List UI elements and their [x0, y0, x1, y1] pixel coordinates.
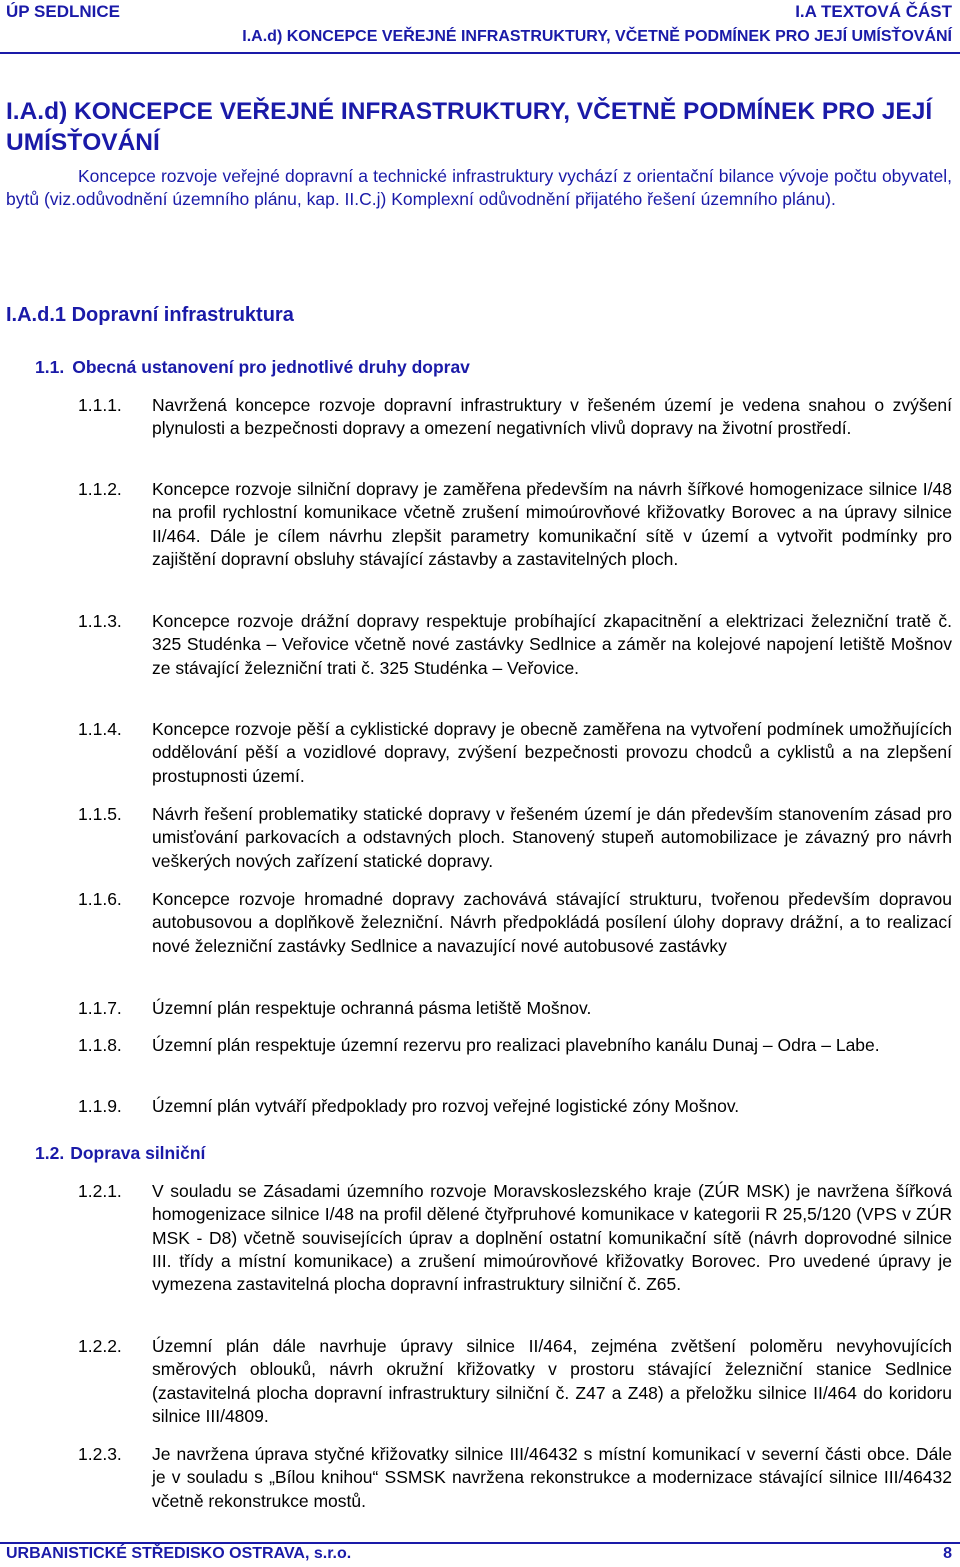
item-text: Návrh řešení problematiky statické dopravy v řešeném území je dán především stanovením zásad pro umisťování parkovacích a odstavných ploch. Stanovený stupeň automobilizace je závazný pro návrh veškerých nových zařízení statické dopravy.: [152, 804, 952, 871]
header-part: I.A TEXTOVÁ ČÁST: [795, 2, 952, 21]
item-text: Územní plán respektuje ochranná pásma letiště Mošnov.: [152, 998, 592, 1018]
section-heading: I.A.d.1 Dopravní infrastruktura: [6, 304, 294, 326]
footer-company: URBANISTICKÉ STŘEDISKO OSTRAVA, s.r.o.: [6, 1545, 352, 1562]
item-number: 1.1.5.: [78, 804, 122, 824]
item-number: 1.1.8.: [78, 1035, 122, 1055]
footer-divider: [0, 1542, 960, 1544]
item-text: Koncepce rozvoje hromadné dopravy zachovává stávající strukturu, tvořenou především dopravou autobusovou a doplňkově železniční. Návrh předpokládá posílení úlohy dopravy drážní, a to realizací nové železniční zastávky Sedlnice a navazující nové autobusové zastávky: [152, 889, 952, 956]
item-number: 1.1.2.: [78, 479, 122, 499]
chapter-title: I.A.d) KONCEPCE VEŘEJNÉ INFRASTRUKTURY, VČETNĚ PODMÍNEK PRO JEJÍ UMÍSŤOVÁNÍ: [6, 98, 933, 156]
item-text: V souladu se Zásadami územního rozvoje Moravskoslezského kraje (ZÚR MSK) je navržena šířková homogenizace silnice I/48 na profil dělené čtyřpruhové komunikace v kategorii R 25,5/120 (VPS v ZÚR MSK - D8) včetně souvisejících úprav a doplnění ostatní komunikační sítě (návrh doprovodné silnice III. třídy a místní komunikace) a zrušení mimoúrovňové křižovatky Borovec. Pro uvedené úpravy je vymezena zastavitelná plocha dopravní infrastruktury silniční č. Z65.: [152, 1181, 952, 1295]
item-text: Územní plán respektuje územní rezervu pro realizaci plavebního kanálu Dunaj – Odra – Labe.: [152, 1035, 880, 1055]
intro-paragraph: Koncepce rozvoje veřejné dopravní a technické infrastruktury vychází z orientační bilance vývoje počtu obyvatel, bytů (viz.odůvodnění územního plánu, kap. II.C.j) Komplexní odůvodnění přijatého řešení územního plánu).: [6, 166, 952, 210]
header-project: ÚP SEDLNICE: [6, 2, 120, 21]
item-number: 1.1.4.: [78, 719, 122, 739]
item-text: Je navržena úprava styčné křižovatky silnice III/46432 s místní komunikací v severní části obce. Dále je v souladu s „Bílou knihou“ SSMSK navržena rekonstrukce a modernizace stávající silnice III/46432 včetně rekonstrukce mostů.: [152, 1444, 952, 1511]
item-number: 1.1.9.: [78, 1096, 122, 1116]
item-number: 1.1.7.: [78, 998, 122, 1018]
header-chapter: I.A.d) KONCEPCE VEŘEJNÉ INFRASTRUKTURY, VČETNĚ PODMÍNEK PRO JEJÍ UMÍSŤOVÁNÍ: [242, 28, 952, 45]
item-text: Koncepce rozvoje pěší a cyklistické dopravy je obecně zaměřena na vytvoření podmínek umožňujících oddělování pěší a vozidlové dopravy, zvýšení bezpečnosti provozu chodců a cyklistů a na zlepšení prostupnosti území.: [152, 719, 952, 786]
item-text: Územní plán dále navrhuje úpravy silnice II/464, zejména zvětšení poloměru nevyhovujících směrových oblouků, návrh okružní křižovatky v prostoru stávající železniční stanice Sedlnice (zastavitelná plocha dopravní infrastruktury silniční č. Z47 a Z48) a přeložku silnice II/464 do koridoru silnice III/4809.: [152, 1336, 952, 1426]
item-number: 1.1.1.: [78, 395, 122, 415]
item-number: 1.1.3.: [78, 611, 122, 631]
subsection-title: Obecná ustanovení pro jednotlivé druhy doprav: [72, 357, 470, 377]
item-number: 1.2.2.: [78, 1336, 122, 1356]
subsection-number: 1.1.: [35, 357, 65, 377]
item-number: 1.2.3.: [78, 1444, 122, 1464]
item-text: Navržená koncepce rozvoje dopravní infrastruktury v řešeném území je vedena snahou o zvýšení plynulosti a bezpečnosti dopravy a omezení negativních vlivů dopravy na životní prostředí.: [152, 395, 952, 439]
subsection2-title: Doprava silniční: [70, 1143, 206, 1163]
item-text: Koncepce rozvoje silniční dopravy je zaměřena především na návrh šířkové homogenizace silnice I/48 na profil rychlostní komunikace včetně zrušení mimoúrovňové křižovatky Borovec a na úpravy silnice II/464. Dále je cílem návrhu zlepšit parametry komunikační sítě v území a vytvořit podmínky pro zajištění dopravní obsluhy stávající zástavby a zastavitelných ploch.: [152, 479, 952, 569]
header-divider: [0, 52, 960, 54]
subsection2-number: 1.2.: [35, 1143, 65, 1163]
item-text: Územní plán vytváří předpoklady pro rozvoj veřejné logistické zóny Mošnov.: [152, 1096, 740, 1116]
page-header: [0, 0, 960, 54]
subsection-heading: [35, 357, 478, 378]
item-number: 1.2.1.: [78, 1181, 122, 1201]
page-number: 8: [943, 1545, 952, 1562]
item-number: 1.1.6.: [78, 889, 122, 909]
subsection-heading-road: [35, 1143, 211, 1164]
item-text: Koncepce rozvoje drážní dopravy respektuje probíhající zkapacitnění a elektrizaci železniční tratě č. 325 Studénka – Veřovice včetně nové zastávky Sedlnice a záměr na kolejové napojení letiště Mošnov ze stávající železniční trati č. 325 Studénka – Veřovice.: [152, 611, 952, 678]
